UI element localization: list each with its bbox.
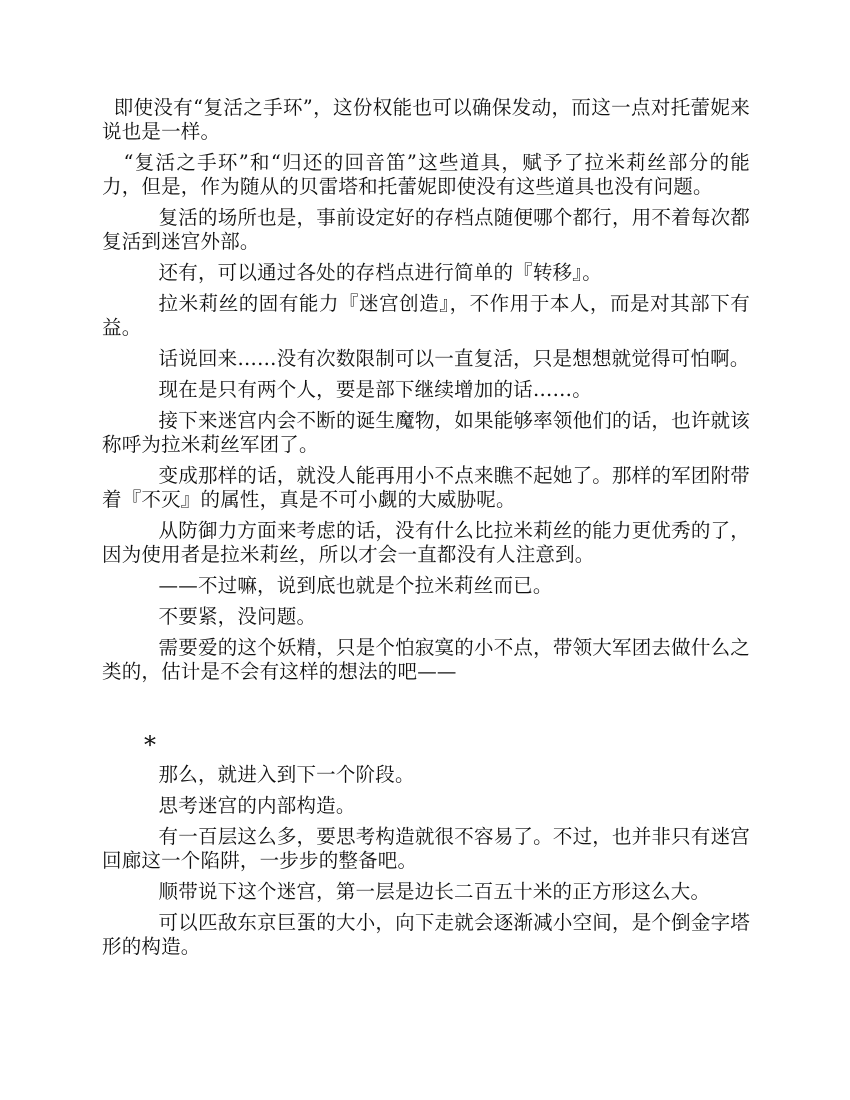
paragraph: 可以匹敌东京巨蛋的大小，向下走就会逐渐减小空间，是个倒金字塔形的构造。 (102, 911, 750, 958)
paragraph: 那么，就进入到下一个阶段。 (158, 763, 415, 786)
body-text (102, 96, 750, 966)
paragraph: 顺带说下这个迷宫，第一层是边长二百五十米的正方形这么大。 (158, 880, 711, 903)
section-gap (102, 691, 750, 731)
paragraph: 从防御力方面来考虑的话，没有什么比拉米莉丝的能力更优秀的了，因为使用者是拉米莉丝，所以才会一直都没有人注意到。 (102, 519, 750, 566)
paragraph: 复活的场所也是，事前设定好的存档点随便哪个都行，用不着每次都复活到迷宫外部。 (102, 206, 750, 253)
section-separator: * (144, 731, 157, 759)
paragraph: 即使没有“复活之手环”，这份权能也可以确保发动，而这一点对托蕾妮来说也是一样。 (102, 96, 750, 143)
paragraph: 不要紧，没问题。 (158, 605, 317, 628)
paragraph: ——不过嘛，说到底也就是个拉米莉丝而已。 (158, 574, 553, 597)
paragraph: 现在是只有两个人，要是部下继续增加的话……。 (158, 378, 592, 401)
paragraph: 还有，可以通过各处的存档点进行简单的『转移』。 (158, 261, 602, 284)
paragraph: 话说回来……没有次数限制可以一直复活，只是想想就觉得可怕啊。 (158, 347, 750, 370)
paragraph: 有一百层这么多，要思考构造就很不容易了。不过，也并非只有迷宫回廊这一个陷阱，一步步的整备吧。 (102, 825, 750, 872)
paragraph: 思考迷宫的内部构造。 (158, 794, 356, 817)
paragraph: 需要爱的这个妖精，只是个怕寂寞的小不点，带领大军团去做什么之类的，估计是不会有这样的想法的吧—— (102, 636, 750, 683)
paragraph: 拉米莉丝的固有能力『迷宫创造』，不作用于本人，而是对其部下有益。 (102, 292, 750, 339)
paragraph: 变成那样的话，就没人能再用小不点来瞧不起她了。那样的军团附带着『不灭』的属性，真是不可小觑的大威胁呢。 (102, 464, 750, 511)
paragraph: 接下来迷宫内会不断的诞生魔物，如果能够率领他们的话，也许就该称呼为拉米莉丝军团了。 (102, 409, 750, 456)
paragraph: “复活之手环”和“归还的回音笛”这些道具，赋予了拉米莉丝部分的能力，但是，作为随从的贝雷塔和托蕾妮即使没有这些道具也没有问题。 (102, 151, 750, 198)
